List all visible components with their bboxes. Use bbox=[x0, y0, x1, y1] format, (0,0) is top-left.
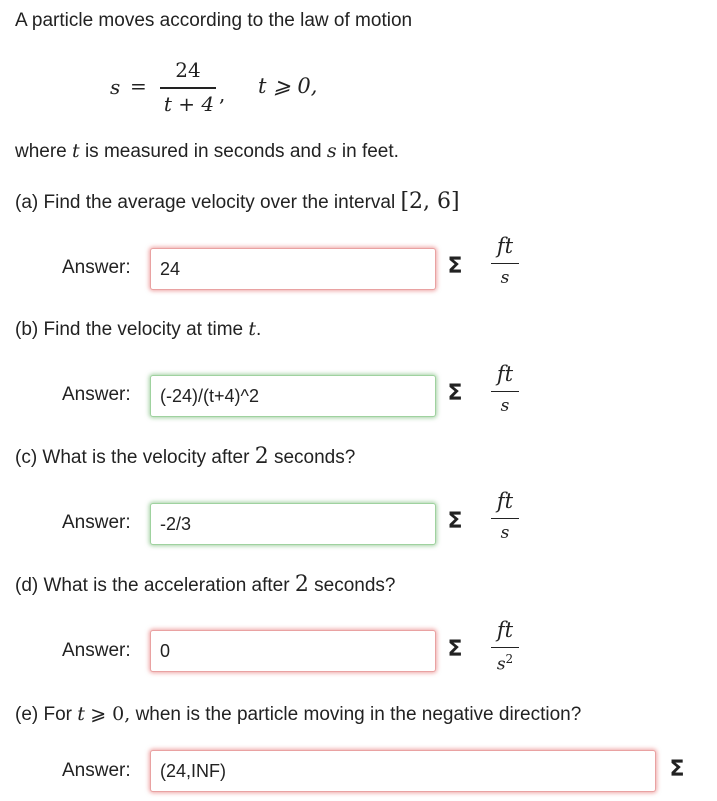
formula-denominator: t + 4 bbox=[163, 92, 215, 116]
formula-comma: , bbox=[219, 82, 226, 106]
part-b-question: (b) Find the velocity at time t. bbox=[15, 318, 262, 340]
part-c-answer-label: Answer: bbox=[62, 512, 131, 533]
formula-fraction-bar bbox=[160, 87, 216, 89]
formula-lhs: s bbox=[110, 75, 121, 99]
part-e-answer-label: Answer: bbox=[62, 760, 131, 781]
part-c-answer-input[interactable]: -2/3 bbox=[150, 503, 436, 545]
part-a-answer-input[interactable]: 24 bbox=[150, 248, 436, 290]
part-e-question: (e) For t ⩾ 0, when is the particle moving in the negative direction? bbox=[15, 703, 582, 725]
part-e-equation-editor-icon[interactable]: Σ bbox=[669, 757, 685, 782]
formula-numerator: 24 bbox=[175, 58, 201, 82]
part-d-equation-editor-icon[interactable]: Σ bbox=[447, 637, 463, 662]
part-b-answer-label: Answer: bbox=[62, 384, 131, 405]
part-a-equation-editor-icon[interactable]: Σ bbox=[447, 254, 463, 279]
part-c-equation-editor-icon[interactable]: Σ bbox=[447, 509, 463, 534]
part-d-answer-label: Answer: bbox=[62, 640, 131, 661]
part-a-answer-label: Answer: bbox=[62, 257, 131, 278]
intro-text: A particle moves according to the law of motion bbox=[15, 10, 413, 31]
part-b-answer-input[interactable]: (-24)/(t+4)^2 bbox=[150, 375, 436, 417]
part-d-answer-input[interactable]: 0 bbox=[150, 630, 436, 672]
part-b-equation-editor-icon[interactable]: Σ bbox=[447, 381, 463, 406]
formula-condition: t ⩾ 0, bbox=[258, 74, 318, 98]
formula-equals: = bbox=[130, 74, 147, 98]
where-line: where t is measured in seconds and s in feet. bbox=[15, 140, 399, 162]
part-d-question: (d) What is the acceleration after 2 seconds? bbox=[15, 572, 396, 597]
part-c-question: (c) What is the velocity after 2 seconds? bbox=[15, 444, 356, 469]
part-a-question: (a) Find the average velocity over the interval [2, 6] bbox=[15, 189, 460, 214]
part-e-answer-input[interactable]: (24,INF) bbox=[150, 750, 656, 792]
